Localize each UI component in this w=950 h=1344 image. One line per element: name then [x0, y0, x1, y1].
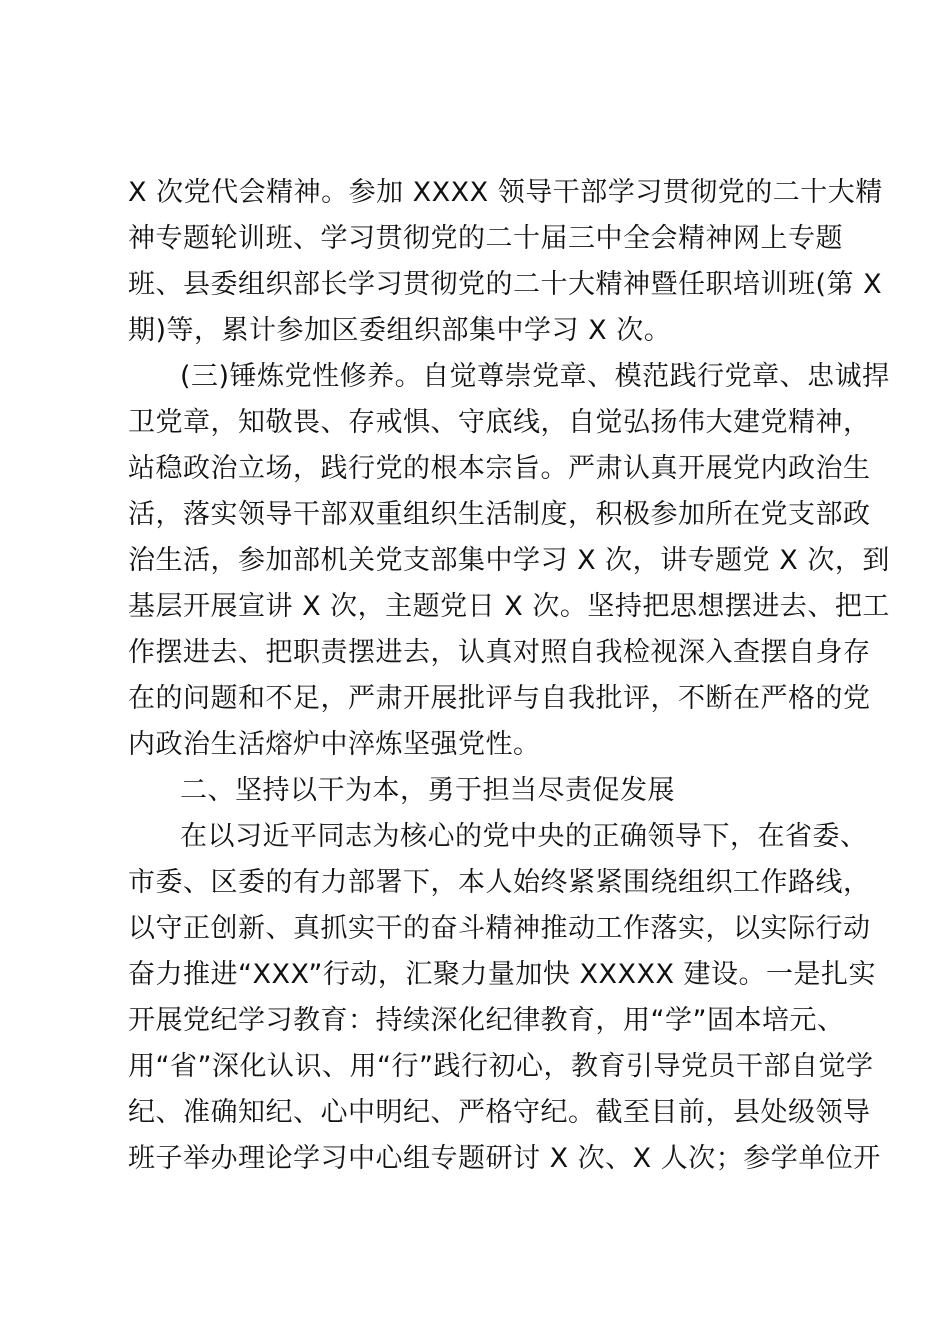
- text-line: 开展党纪学习教育：持续深化纪律教育，用“学”固本培元、: [128, 1005, 845, 1036]
- text-line: X 次党代会精神。参加 XXXX 领导干部学习贯彻党的二十大精: [128, 177, 883, 208]
- text-line: 班子举办理论学习中心组专题研讨 X 次、X 人次；参学单位开: [128, 1143, 881, 1174]
- text-line: 市委、区委的有力部署下，本人始终紧紧围绕组织工作路线，: [128, 867, 871, 898]
- text-line: 作摆进去、把职责摆进去，认真对照自我检视深入查摆自身存: [128, 637, 871, 668]
- text-line: 纪、准确知纪、心中明纪、严格守纪。截至目前，县处级领导: [128, 1097, 871, 1128]
- text-line: 治生活，参加部机关党支部集中学习 X 次，讲专题党 X 次，到: [128, 545, 890, 576]
- text-line: 期)等，累计参加区委组织部集中学习 X 次。: [128, 315, 672, 346]
- text-line: 基层开展宣讲 X 次，主题党日 X 次。坚持把思想摆进去、把工: [128, 591, 890, 622]
- text-line: 内政治生活熔炉中淬炼坚强党性。: [128, 729, 541, 760]
- text-line: 二、坚持以干为本，勇于担当尽责促发展: [180, 775, 675, 806]
- text-line: 神专题轮训班、学习贯彻党的二十届三中全会精神网上专题: [128, 223, 843, 254]
- text-line: 卫党章，知敬畏、存戒惧、守底线，自觉弘扬伟大建党精神，: [128, 407, 871, 438]
- text-line: 班、县委组织部长学习贯彻党的二十大精神暨任职培训班(第 X: [128, 269, 883, 300]
- text-line: 奋力推进“XXX”行动，汇聚力量加快 XXXXX 建设。一是扎实: [128, 959, 877, 990]
- text-line: 以守正创新、真抓实干的奋斗精神推动工作落实，以实际行动: [128, 913, 871, 944]
- text-line: 用“省”深化认识、用“行”践行初心，教育引导党员干部自觉学: [128, 1051, 874, 1082]
- text-line: 站稳政治立场，践行党的根本宗旨。严肃认真开展党内政治生: [128, 453, 871, 484]
- text-line: 在以习近平同志为核心的党中央的正确领导下，在省委、: [180, 821, 868, 852]
- text-line: 在的问题和不足，严肃开展批评与自我批评，不断在严格的党: [128, 683, 871, 714]
- text-line: 活，落实领导干部双重组织生活制度，积极参加所在党支部政: [128, 499, 871, 530]
- text-line: (三)锤炼党性修养。自觉尊崇党章、模范践行党章、忠诚捍: [180, 361, 890, 392]
- document-body: [128, 170, 890, 1182]
